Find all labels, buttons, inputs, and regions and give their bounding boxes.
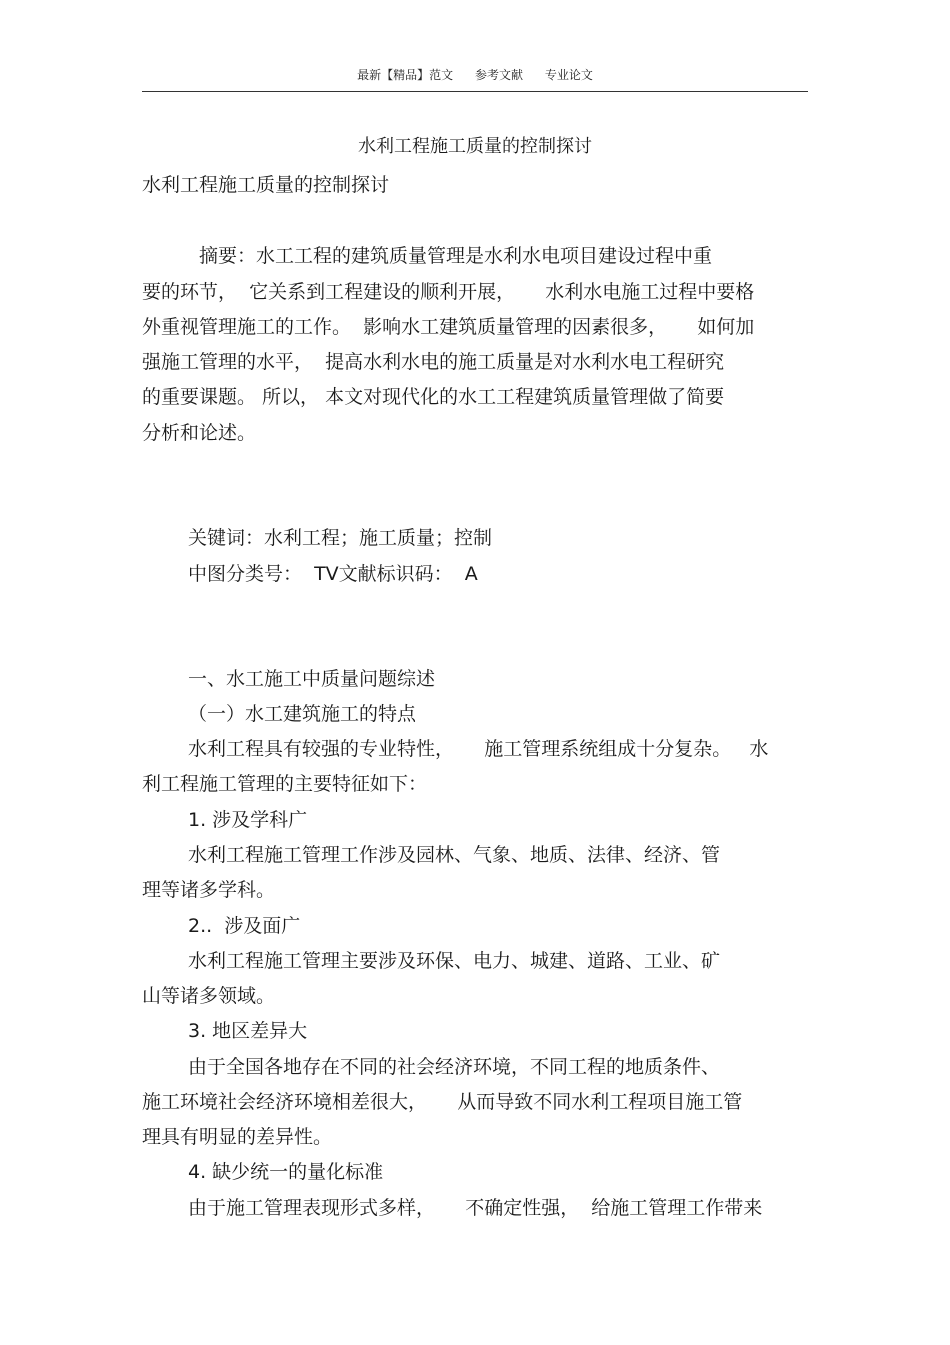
body-line: 由于全国各地存在不同的社会经济环境，不同工程的地质条件、: [188, 1056, 721, 1078]
page-header: [142, 66, 808, 83]
body-line: 水利工程具有较强的专业特性， 施工管理系统组成十分复杂。 水: [188, 738, 769, 760]
abstract-line: 外重视管理施工的工作。 影响水工建筑质量管理的因素很多， 如何加: [142, 316, 755, 338]
list-heading: 4. 缺少统一的量化标准: [188, 1161, 384, 1183]
body-line: 由于施工管理表现形式多样， 不确定性强， 给施工管理工作带来: [188, 1197, 763, 1219]
body-line: 理等诸多学科。: [142, 879, 276, 901]
body-line: 施工环境社会经济环境相差很大， 从而导致不同水利工程项目施工管: [142, 1091, 743, 1113]
header-item-papers: 专业论文: [544, 68, 593, 82]
subsection-heading: （一）水工建筑施工的特点: [188, 703, 417, 725]
body-line: 山等诸多领域。: [142, 985, 276, 1007]
abstract-line: 强施工管理的水平， 提高水利水电的施工质量是对水利水电工程研究: [142, 351, 725, 373]
body-line: 水利工程施工管理工作涉及园林、气象、地质、法律、经济、管: [188, 844, 721, 866]
body-line: 水利工程施工管理主要涉及环保、电力、城建、道路、工业、矿: [188, 950, 721, 972]
keywords: 关键词：水利工程；施工质量；控制: [188, 527, 493, 549]
header-item-references: 参考文献: [474, 68, 523, 82]
document-title: 水利工程施工质量的控制探讨: [142, 174, 390, 196]
body-line: 理具有明显的差异性。: [142, 1126, 333, 1148]
abstract-line: 要的环节， 它关系到工程建设的顺利开展， 水利水电施工过程中要格: [142, 281, 755, 303]
list-heading: 2.. 涉及面广: [188, 915, 301, 937]
header-item-fanwen: 最新【精品】范文: [357, 68, 454, 82]
list-heading: 3. 地区差异大: [188, 1020, 308, 1042]
header-rule: [142, 91, 808, 92]
abstract-line: 的重要课题。 所以， 本文对现代化的水工工程建筑质量管理做了简要: [142, 386, 725, 408]
body-line: 利工程施工管理的主要特征如下：: [142, 773, 428, 795]
abstract-line: 分析和论述。: [142, 422, 257, 444]
classification-code: 中图分类号： TV文献标识码： A: [188, 563, 478, 585]
section-heading: 一、水工施工中质量问题综述: [188, 668, 436, 690]
document-title-centered: 水利工程施工质量的控制探讨: [358, 136, 592, 157]
list-heading: 1. 涉及学科广: [188, 809, 308, 831]
abstract-line: 摘要：水工工程的建筑质量管理是水利水电项目建设过程中重: [199, 245, 713, 267]
